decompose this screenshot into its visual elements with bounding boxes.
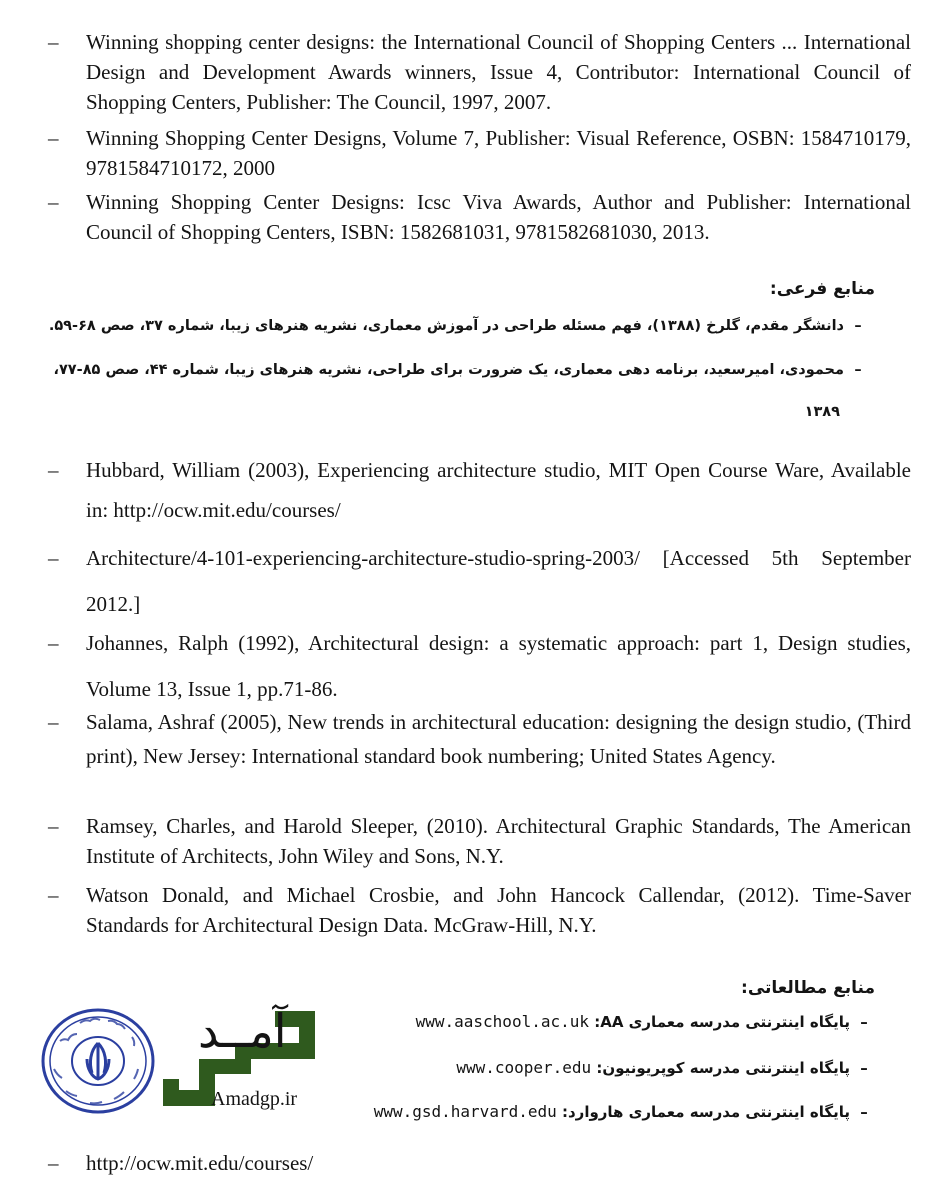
reference-text: Salama, Ashraf (2005), New trends in architectural education: designing the design studio, (Third print), New Jersey: International standard book numbering; United States Agency. (86, 710, 911, 768)
reference-item (48, 187, 911, 247)
study-source-link[interactable]: www.aaschool.ac.uk (415, 1012, 589, 1031)
seal-stamp-icon (40, 1007, 156, 1115)
study-source-item (456, 1056, 878, 1080)
study-source-label: پایگاه اینترنتی مدرسه کوپریونیون: (596, 1059, 850, 1077)
persian-reference-item (49, 314, 872, 338)
study-source-link[interactable]: www.cooper.edu (456, 1058, 592, 1077)
reference-item (48, 123, 911, 183)
reference-link[interactable]: http://ocw.mit.edu/courses/ (86, 1151, 314, 1175)
reference-text: Winning Shopping Center Designs, Volume 7, Publisher: Visual Reference, OSBN: 1584710179, 9781584710172, 2000 (86, 126, 911, 180)
reference-text: Architecture/4-101-experiencing-architecture-studio-spring-2003/ [Accessed 5th September 2012.] (86, 546, 911, 616)
study-source-label: پایگاه اینترنتی مدرسه معماری AA: (594, 1013, 850, 1031)
study-source-item (374, 1100, 878, 1124)
amad-logo-persian-text: آمــد (198, 1004, 287, 1058)
dash-marker: – (48, 1151, 59, 1175)
reference-text: Hubbard, William (2003), Experiencing architecture studio, MIT Open Course Ware, Available in: http://ocw.mit.edu/courses/ (86, 458, 911, 522)
reference-item (48, 450, 911, 530)
dash-marker: – (854, 362, 862, 378)
persian-reference-item (53, 358, 872, 382)
dash-marker: – (860, 1059, 868, 1077)
persian-reference-text: محمودی، امیرسعید، برنامه دهی معماری، یک ضرورت برای طراحی، نشریه هنرهای زیبا، شماره ۴۴، صص ۸۵-۷۷، (53, 362, 844, 378)
dash-marker: – (48, 190, 59, 214)
dash-marker: – (48, 631, 59, 655)
reference-item (48, 1148, 911, 1178)
reference-item (48, 535, 911, 627)
study-source-label: پایگاه اینترنتی مدرسه معماری هاروارد: (561, 1103, 850, 1121)
dash-marker: – (48, 883, 59, 907)
reference-text: Watson Donald, and Michael Crosbie, and John Hancock Callendar, (2012). Time-Saver Standards for Architectural Design Data. McGraw-Hill, N.Y. (86, 883, 911, 937)
dash-marker: – (860, 1103, 868, 1121)
amad-site-name: Amadgp.ir (211, 1088, 298, 1110)
reference-text: Ramsey, Charles, and Harold Sleeper, (2010). Architectural Graphic Standards, The American Institute of Architects, John Wiley and Sons, N.Y. (86, 814, 911, 868)
reference-item (48, 27, 911, 117)
dash-marker: – (860, 1013, 868, 1031)
reference-item (48, 880, 911, 940)
dash-marker: – (48, 546, 59, 570)
secondary-sources-heading: منابع فرعی: (769, 279, 875, 299)
reference-item (48, 705, 911, 773)
study-sources-heading: منابع مطالعاتی: (741, 978, 875, 998)
reference-item (48, 811, 911, 871)
dash-marker: – (48, 710, 59, 734)
reference-text: Johannes, Ralph (1992), Architectural design: a systematic approach: part 1, Design studies, Volume 13, Issue 1, pp.71-86. (86, 631, 911, 701)
dash-marker: – (48, 814, 59, 838)
dash-marker: – (48, 126, 59, 150)
dash-marker: – (48, 458, 59, 482)
dash-marker: – (854, 318, 862, 334)
study-source-link[interactable]: www.gsd.harvard.edu (373, 1102, 557, 1121)
persian-reference-text: دانشگر مقدم، گلرخ (۱۳۸۸)، فهم مسئله طراحی در آموزش معماری، نشریه هنرهای زیبا، شماره ۳۷، صص ۶۸-۵۹. (48, 318, 844, 334)
reference-text: Winning Shopping Center Designs: Icsc Viva Awards, Author and Publisher: International Council of Shopping Centers, ISBN: 1582681031, 9781582681030, 2013. (86, 190, 911, 244)
persian-reference-continuation: ۱۳۸۹ (804, 404, 840, 420)
dash-marker: – (48, 30, 59, 54)
study-source-item (416, 1010, 878, 1034)
reference-item (48, 620, 911, 712)
reference-text: Winning shopping center designs: the International Council of Shopping Centers ... International Design and Development Awards winners, Issue 4, Contributor: International Council of Shopping Centers, Publisher: The Council, 1997, 2007. (86, 30, 911, 114)
